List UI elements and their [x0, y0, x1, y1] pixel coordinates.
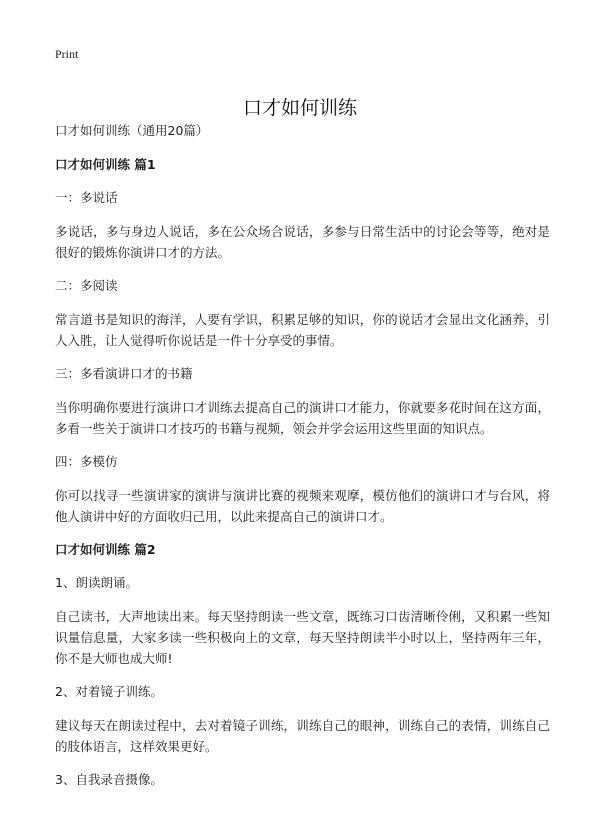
paragraph: 建议每天在朗读过程中，去对着镜子训练，训练自己的眼神，训练自己的表情，训练自己的肢体语言，这样效果更好。: [55, 718, 550, 754]
document-body: [55, 120, 550, 803]
list-item: 四：多模仿: [55, 454, 118, 469]
print-link[interactable]: Print: [55, 47, 79, 61]
list-item: 1、朗读朗诵。: [55, 575, 138, 590]
section-heading: 口才如何训练 篇2: [55, 542, 156, 557]
list-item: 三：多看演讲口才的书籍: [55, 366, 193, 381]
paragraph: 你可以找寻一些演讲家的演讲与演讲比赛的视频来观摩，模仿他们的演讲口才与台风，将他人演讲中好的方面收归己用，以此来提高自己的演讲口才。: [55, 488, 550, 524]
list-item: 3、自我录音摄像。: [55, 772, 163, 787]
page-title: 口才如何训练: [242, 96, 357, 119]
paragraph: 当你明确你要进行演讲口才训练去提高自己的演讲口才能力，你就要多花时间在这方面，多看一些关于演讲口才技巧的书籍与视频，领会并学会运用这些里面的知识点。: [55, 400, 550, 436]
list-item: 2、对着镜子训练。: [55, 684, 163, 699]
paragraph: 多说话，多与身边人说话，多在公众场合说话，多参与日常生活中的讨论会等等，绝对是很好的锻炼你演讲口才的方法。: [55, 224, 550, 260]
subtitle: 口才如何训练（通用20篇）: [55, 123, 209, 138]
list-item: 二：多阅读: [55, 278, 118, 293]
paragraph: 常言道书是知识的海洋，人要有学识，积累足够的知识，你的说话才会显出文化涵养，引人入胜，让人觉得听你说话是一件十分享受的事情。: [55, 312, 550, 348]
paragraph: 自己读书，大声地读出来。每天坚持朗读一些文章，既练习口齿清晰伶俐，又积累一些知识量信息量，大家多读一些积极向上的文章，每天坚持朗读半小时以上，坚持两年三年，你不是大师也成大师!: [55, 609, 550, 666]
section-heading: 口才如何训练 篇1: [55, 157, 156, 172]
list-item: 一：多说话: [55, 190, 118, 205]
